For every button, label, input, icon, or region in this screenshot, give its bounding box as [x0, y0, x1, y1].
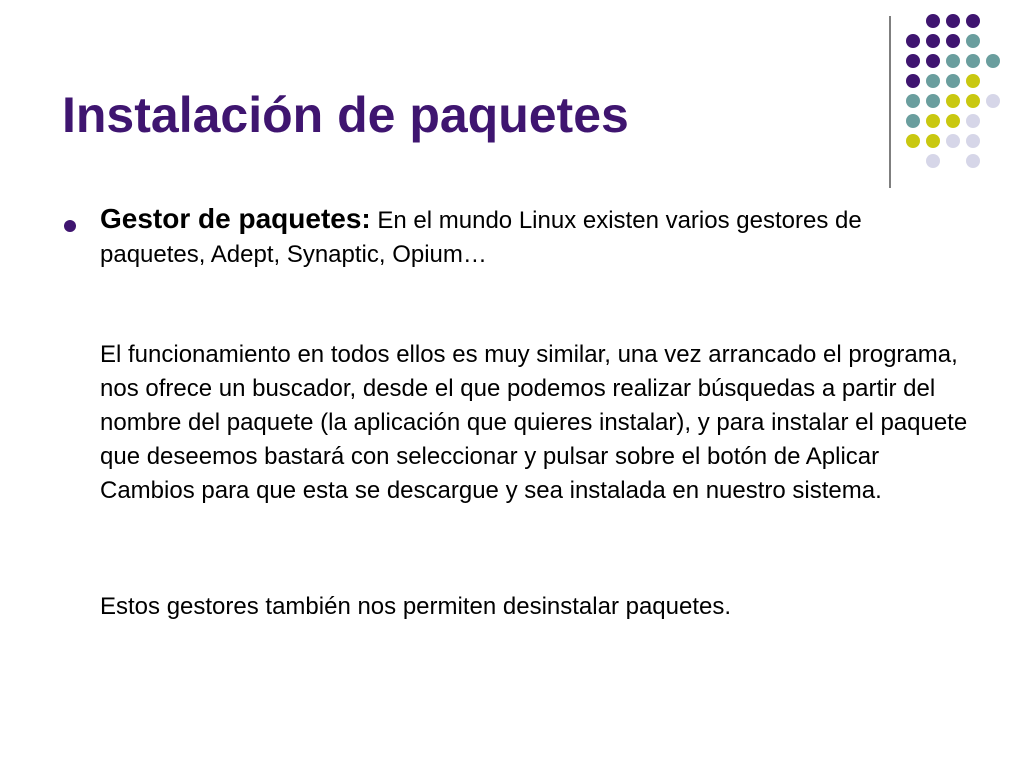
decorative-dot: [906, 54, 920, 68]
decorative-dot: [946, 114, 960, 128]
decorative-dot: [966, 114, 980, 128]
bullet-point-icon: [64, 220, 76, 232]
decorative-dot: [906, 114, 920, 128]
decorative-dot: [966, 54, 980, 68]
decorative-dot: [966, 154, 980, 168]
decorative-dot: [926, 134, 940, 148]
decorative-dot: [966, 94, 980, 108]
decorative-dot: [926, 34, 940, 48]
decorative-dot: [966, 14, 980, 28]
decorative-dot: [966, 34, 980, 48]
decorative-dot: [926, 54, 940, 68]
decorative-dot-grid: [906, 14, 1006, 164]
decorative-dot: [946, 34, 960, 48]
vertical-divider: [889, 16, 891, 188]
decorative-dot: [966, 134, 980, 148]
decorative-dot: [926, 154, 940, 168]
decorative-dot: [966, 74, 980, 88]
decorative-dot: [926, 14, 940, 28]
decorative-dot: [986, 94, 1000, 108]
decorative-dot: [946, 14, 960, 28]
body-paragraph-1: El funcionamiento en todos ellos es muy similar, una vez arrancado el programa, nos ofrece un buscador, desde el que podemos realizar búsquedas a partir del nombre del paquete (la aplicación que quieres instalar), y para instalar el paquete que deseemos bastará con seleccionar y pulsar sobre el botón de Aplicar Cambios para que esta se descargue y sea instalada en nuestro sistema.: [100, 341, 968, 504]
decorative-dot: [906, 34, 920, 48]
decorative-dot: [926, 74, 940, 88]
decorative-dot: [926, 114, 940, 128]
decorative-dot: [906, 134, 920, 148]
decorative-dot: [986, 54, 1000, 68]
body-paragraph-2: Estos gestores también nos permiten desinstalar paquetes.: [100, 593, 732, 620]
bullet-lead-text: Gestor de paquetes:: [100, 203, 371, 234]
decorative-dot: [926, 94, 940, 108]
decorative-dot: [946, 94, 960, 108]
bullet-body-text: En el mundo Linux existen varios gestores de paquetes, Adept, Synaptic, Opium…: [100, 207, 862, 268]
slide-title: Instalación de paquetes: [62, 87, 629, 143]
decorative-dot: [946, 134, 960, 148]
bullet-paragraph: [100, 202, 900, 272]
decorative-dot: [906, 74, 920, 88]
decorative-dot: [946, 74, 960, 88]
decorative-dot: [946, 54, 960, 68]
decorative-dot: [906, 94, 920, 108]
